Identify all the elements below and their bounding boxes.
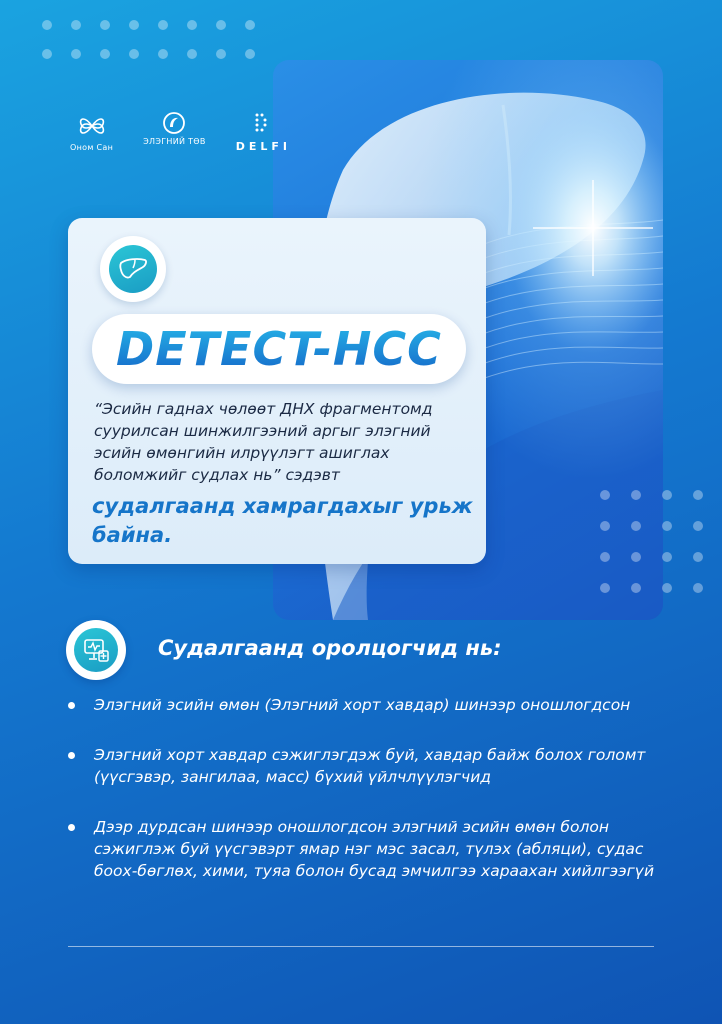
- delfi-logo-mark: [253, 112, 273, 134]
- bullet-icon: [68, 824, 75, 831]
- elegnii-tuv-caption: ЭЛЭГНИЙ ТӨВ: [143, 137, 206, 146]
- participants-icon-badge: [66, 620, 126, 680]
- list-item-text: Дээр дурдсан шинээр оношлогдсон элэгний эсийн өмөн болон сэжиглэж буй үүсгэвэрт ямар нэг мэс засал, түлэх (абляци), судас боох-бөглөх, хими, туяа болон бусад эмчилгээ хараахан хийлгээгүй: [94, 818, 655, 880]
- bullet-icon: [68, 752, 75, 759]
- decorative-dots-right: [600, 490, 703, 593]
- study-title: DETECT-HCC: [116, 322, 442, 376]
- study-title-pill: [92, 314, 466, 384]
- study-info-card: [68, 218, 486, 564]
- list-item: [68, 694, 658, 716]
- delfi-caption: DELFI: [235, 140, 291, 153]
- elegnii-tuv-logo: [143, 112, 206, 146]
- onom-san-caption: Оном Сан: [70, 143, 114, 152]
- list-item-text: Элэгний эсийн өмөн (Элэгний хорт хавдар) шинээр оношлогдсон: [94, 696, 631, 714]
- onom-san-logo-mark: [77, 112, 107, 140]
- delfi-logo: [236, 112, 291, 153]
- liver-icon: [118, 257, 148, 281]
- eligibility-list: [68, 694, 658, 910]
- list-item-text: Элэгний хорт хавдар сэжиглэгдэж буй, хавдар байж болох голомт (үүсгэвэр, зангилаа, масс) бүхий үйлчлүүлэгчид: [94, 746, 646, 786]
- study-invitation: судалгаанд хамрагдахыг урьж байна.: [92, 494, 473, 547]
- medical-monitor-icon: [82, 636, 110, 664]
- bullet-icon: [68, 702, 75, 709]
- elegnii-tuv-logo-mark: [161, 112, 187, 134]
- study-description: “Эсийн гаднах чөлөөт ДНХ фрагментомд суурилсан шинжилгээний аргыг элэгний эсийн өмөнгийн илрүүлэгт ашиглах боломжийг судлах нь” сэдэвт: [94, 400, 433, 484]
- partner-logos: [70, 112, 291, 153]
- divider: [68, 946, 654, 947]
- list-item: [68, 744, 658, 788]
- list-item: [68, 816, 658, 882]
- liver-icon-badge: [100, 236, 166, 302]
- participants-heading: Судалгаанд оролцогчид нь:: [158, 636, 502, 660]
- decorative-dots-top: [42, 20, 255, 59]
- onom-san-logo: [70, 112, 113, 152]
